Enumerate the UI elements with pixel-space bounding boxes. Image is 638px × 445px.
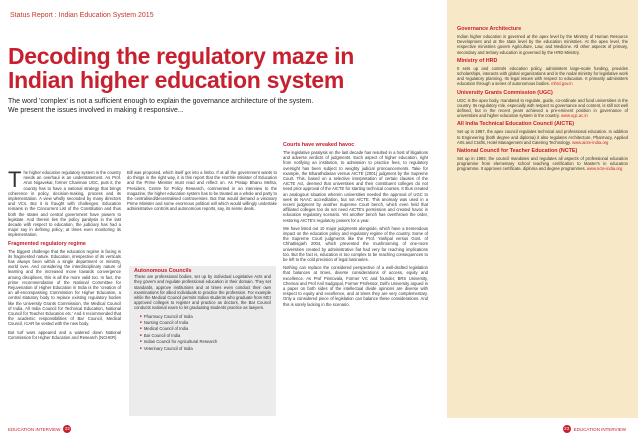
- sidebar-text-aicte: Set up in 1987, the apex council regulates technical and professional education. In addition to Engineering (both degree and diploma) it also regulates Architecture, Pharmacy, Applied Arts and Crafts, Hotel Management and Catering Technology.: [457, 129, 628, 145]
- sidebar-title-mhrd: Ministry of HRD: [457, 57, 498, 64]
- list-item: ■ Nursing Council of India: [140, 320, 271, 326]
- footer-left: [8, 425, 71, 433]
- sidebar-title-governance: Governance Architecture: [457, 26, 522, 32]
- list-item: ■ Indian Council for Agricultural Research: [140, 339, 271, 345]
- list-item: ■ Pharmacy Council of India: [140, 314, 271, 320]
- sidebar-title-ncte: National Council for Teacher Education (NCTE): [457, 148, 578, 155]
- col1-paragraph-1: he higher education regulatory system in the country needs an overhaul is an understatement. As Prof. Arun Nigavekar, former Chairman UGC, puts it, the country has to have a national strategy that brings coherence in policy, decision-making, process and its implementation. A view wholly seconded by many directors and VCs. But it is fraught with challenges. Education remains in the Concurrent List of the Constitution and thus both the states and central government have powers to legislate. And therein lies the policy paralysis in the last decade with respect to education, the judiciary has had a major say in defining policy; at times even monitoring its implementation.: [8, 170, 121, 238]
- column-1: [8, 170, 121, 420]
- heading-courts: Courts have wreaked havoc: [283, 142, 355, 148]
- sidebar-text-ugc: UGC is the apex body, mandated to regulate, guide, co-ordinate and fund universities in the country. Its regulatory role, especially with respect to governance and content, is still not well defined, but in the recent years achieved a pre-eminent position in governance of universities and higher education system in the country.: [457, 97, 628, 119]
- col3-paragraph-3: Nothing can replace the considered perspective of a well-drafted legislation that balances at times, diverse considerations of access, equity and excellence. As Prof Pinnovala, Former VC and founder, BRS University, Chennai and Prof Anil Sadgopal, Former Professor, Delhi University argued in a paper on both sides of the intellectual divide opinions are diverse with respect to equity and excellence, and at times they are very complementary. Only a considered piece of legislation can balance these considerations. And this is sorely lacking in the scenario.: [283, 265, 428, 307]
- footer-left-text: EDUCATION INTERVIEW: [8, 426, 61, 432]
- sidebar-title-ugc: University Grants Commission (UGC): [457, 89, 553, 96]
- governance-sidebar: [447, 0, 638, 418]
- list-item: ■ Medical Council of India: [140, 326, 271, 332]
- page-number-right: 23: [564, 426, 570, 431]
- footer-right: [563, 425, 626, 433]
- column-2: [127, 170, 277, 238]
- sidebar-title-aicte: All India Technical Education Council (AICTE): [457, 121, 575, 128]
- col1-paragraph-3: But turf wars appeared and a watered down National Commission for Higher Education and Research (NCHER): [8, 329, 121, 340]
- col3-paragraph-1: The legislative paralysis on the last decade has resulted in a host of litigations and adverse verdicts of judgments. Each aspect of higher education, right from notifying an institution, to admission to practice fees, to regulatory oversight has been subject to weighty judicial pronouncements. Take for example, the Bharathidasan versus AICTE (2001) judgment by the Supreme Court. This, based on a selective interpretation of certain clauses of the AICTE Act, deemed that universities and their constituent colleges do not need prior approval of the AICTE for starting technical courses. It thus created an analogous situation wherein universities needed the approval of UGC to seek its NAAC accreditation, but not AICTE. This anomaly was used in a recent judgment by another Supreme Court bench, which even held that affiliated colleges too do not need AICTE's permission and created havoc in education regulatory scenario. Yet another bench has overthrown the order, restoring AICTE's regulatory powers for a year.: [283, 150, 428, 223]
- sidebar-text-mhrd: It sets up and controls education policy, administers large-scale funding, provides scholarships, interacts with global organizations and is the nodal ministry for legislative work and regulatory planning. Its legal issues with respect to education. It primarily administers education through a series of autonomous bodies.: [457, 65, 628, 87]
- intro-text: The word 'complex' is not a sufficient enough to explain the governance architecture of the system. We present the issues involved in making it responsive...: [8, 98, 314, 114]
- sidebar-text-governance: Indian higher education is governed at the apex level by the Ministry of Human Resource Development and at the state level by the education ministries. At the apex level, the respective ministries govern Agriculture, Law, and Medicine. All other aspects of primary, secondary and tertiary education is governed by the HRD Ministry.: [457, 34, 628, 55]
- list-item: ■ Veterinary Council of India: [140, 346, 271, 352]
- col2-paragraph-1: Bill was proposed, which itself got into a limbo. If at all the government wants to do things in the right way, it is this report that the Hon'ble Minister of Education and the Prime Minister must read and reflect on. As Pratap Bhanu Mehta, President, Centre for Policy Research, commented in an interview to the magazine, the higher education system has to be treated as a whole and party to the centralised/decentralised controversies. But that would demand a visionary Prime Minister and some enormous political will which would willingly undertake administrative controls and autonomous reports, say, its sense deals.: [127, 170, 277, 212]
- col1-paragraph-2: The biggest challenge that the education regime is facing is its fragmented nature. Education, irrespective of its verticals has always been within a single department or ministry, world over. And considering the interdisciplinary nature of learning and the increased move towards convergence among disciplines, this is all the more valid too. In fact, the prime recommendation of the National Committee for Rejuvenation of Higher Education in India is the 'creation of an all-encompassing Commission for Higher Education, a central statutory body to replace existing regulatory bodies like the University Grants Commission, the Medical Council of India, All India Council for Technical Education, National Council for Teacher Education etc.' And it recommended that the academic responsibilities of Bar Council, Medical Council, ICAR be vested with the new body.: [8, 248, 121, 327]
- column-3: [283, 142, 428, 417]
- autonomous-councils-box: [129, 266, 276, 416]
- heading-fragmented: Fragmented regulatory regime: [8, 240, 86, 247]
- page-title: Decoding the regulatory maze in Indian higher education system: [8, 43, 354, 93]
- page-number-left: 22: [64, 426, 70, 431]
- box-text: These are professional bodies, set up by individual Legislative Acts and they govern and regulate professional education in their domain. They set standards, approve institutions and at times even conduct their own examinations for allied individuals to practice the profession. For example while the Medical Council permits Indian students who graduate from MCI approved colleges to register and practice as doctors, the Bar Council conducts national exam to let graduating students practice as lawyers.: [134, 274, 271, 311]
- ugc-link[interactable]: www.ugc.ac.in: [560, 113, 588, 119]
- status-header: Status Report : Indian Education System 2015: [10, 12, 154, 19]
- col3-paragraph-2: We have listed out 10 major judgments alongside, which have a tremendous impact on the education policy and regulatory regime of the country. Some of the Supreme Court judgments like the Prof. Yashpal versus Govt. of Chhattisgarh 2004, which prevented the mushrooming of one-room universities created by administrative fiat had very far reaching implications too. But the fact is, education is too complex to be reaching consequences to be left to the cold precision of legal luminaries.: [283, 225, 428, 263]
- mhrd-link[interactable]: mhrd.gov.in: [551, 81, 573, 87]
- council-list: [134, 314, 271, 352]
- drop-cap: T: [8, 170, 22, 192]
- list-item: ■ Bar Council of India: [140, 333, 271, 339]
- sidebar-text-ncte: Set up in 1993, the council mandates and regulates all aspects of professional education programme from elementary school teaching certification to Master's in education programme. It approves certificate, diploma and degree programmes.: [457, 156, 628, 172]
- ncte-link[interactable]: www.ncte-india.org: [586, 166, 623, 172]
- box-title: Autonomous Councils: [134, 268, 192, 274]
- aicte-link[interactable]: www.aicte-india.org: [572, 139, 609, 145]
- footer-right-text: EDUCATION INTERVIEW: [573, 426, 626, 432]
